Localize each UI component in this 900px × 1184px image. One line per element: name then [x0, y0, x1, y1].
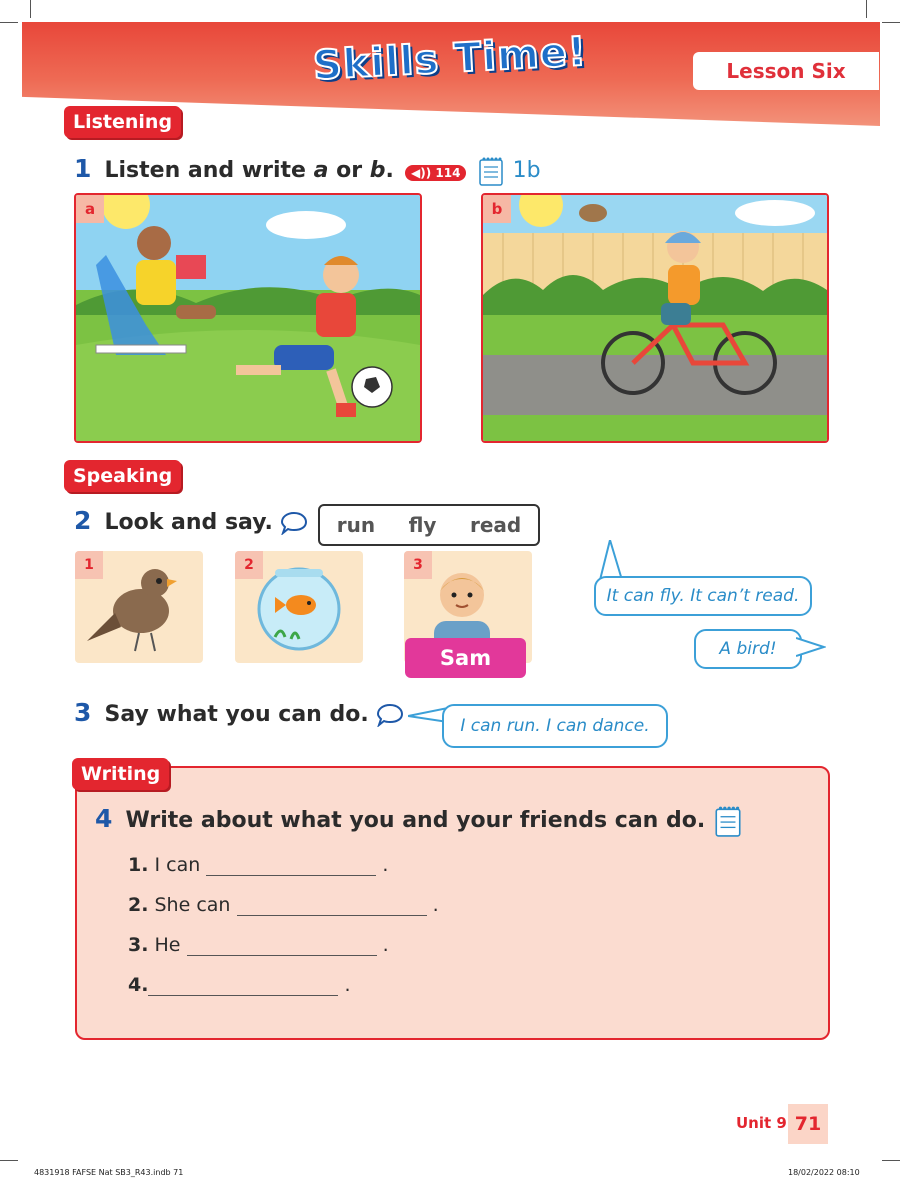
thumb-2	[235, 551, 363, 663]
workbook-icon	[478, 156, 504, 190]
exercise-instruction: Say what you can do.	[104, 702, 369, 727]
speech-bubble-1: It can fly. It can’t read.	[594, 576, 812, 616]
page-title: Skills Time!	[311, 28, 589, 90]
listening-tag: Listening	[64, 106, 181, 138]
exercise-instruction: Look and say.	[104, 510, 273, 535]
answer-blank[interactable]	[206, 857, 376, 876]
bubble-tail	[594, 540, 614, 580]
picture-b-label: b	[483, 195, 511, 223]
speaking-tag: Speaking	[64, 460, 181, 492]
speech-bubble-icon	[376, 703, 404, 731]
exercise-2-heading	[74, 506, 308, 539]
writing-tag: Writing	[72, 758, 169, 790]
speech-bubble-2: A bird!	[694, 629, 802, 669]
writing-line-4: 4. .	[128, 974, 351, 996]
writing-line-3: 3. He .	[128, 934, 389, 956]
writing-line-1: 1. I can .	[128, 854, 389, 876]
bubble-tail	[796, 636, 826, 662]
lesson-tag	[693, 52, 879, 90]
speech-bubble-icon	[280, 511, 308, 539]
picture-a	[74, 193, 422, 443]
answer-blank[interactable]	[237, 897, 427, 916]
word-read: read	[469, 513, 522, 537]
garden-scene-b	[483, 195, 827, 441]
name-tag: Sam	[405, 638, 526, 678]
word-box	[318, 504, 540, 546]
word-fly: fly	[408, 513, 437, 537]
picture-a-label: a	[76, 195, 104, 223]
print-slug: 4831918 FAFSE Nat SB3_R43.indb 71	[34, 1168, 184, 1177]
exercise-number: 1	[74, 154, 92, 183]
exercise-1-heading	[74, 154, 541, 190]
exercise-number: 4	[95, 804, 113, 833]
crop-mark	[0, 1160, 18, 1161]
exercise-instruction: Listen and write a or b.	[104, 158, 394, 183]
crop-mark	[882, 1160, 900, 1161]
crop-mark	[0, 22, 18, 23]
picture-b	[481, 193, 829, 443]
workbook-ref: 1b	[512, 158, 541, 183]
answer-blank[interactable]	[148, 977, 338, 996]
thumb-1-label: 1	[75, 551, 103, 579]
thumb-1	[75, 551, 203, 663]
audio-track[interactable]	[405, 162, 472, 181]
writing-line-2: 2. She can .	[128, 894, 439, 916]
workbook-icon	[714, 805, 742, 841]
thumb-3-label: 3	[404, 551, 432, 579]
exercise-number: 3	[74, 698, 92, 727]
print-date: 18/02/2022 08:10	[788, 1168, 860, 1177]
speech-bubble-3: I can run. I can dance.	[442, 704, 668, 748]
exercise-instruction: Write about what you and your friends can do.	[125, 808, 706, 833]
page-number: 71	[788, 1104, 828, 1144]
word-run: run	[336, 513, 376, 537]
exercise-number: 2	[74, 506, 92, 535]
unit-label: Unit 9	[736, 1114, 787, 1132]
thumb-2-label: 2	[235, 551, 263, 579]
park-scene-a	[76, 195, 420, 441]
crop-mark	[30, 0, 31, 18]
lesson-label: Lesson Six	[726, 59, 846, 83]
exercise-4-heading	[95, 804, 742, 841]
speaker-icon: ◀)) 114	[405, 165, 466, 181]
exercise-3-heading	[74, 698, 404, 731]
answer-blank[interactable]	[187, 937, 377, 956]
